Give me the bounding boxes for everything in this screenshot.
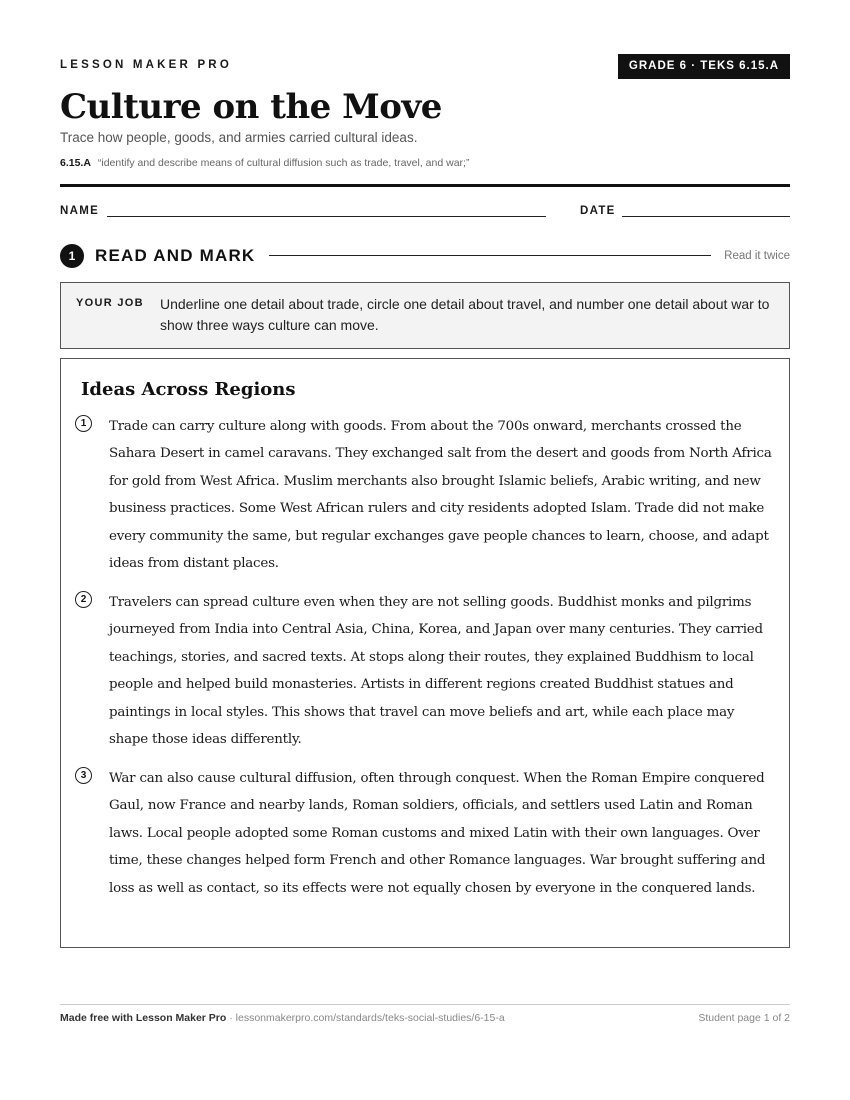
- header-divider: [60, 184, 790, 187]
- paragraph-number: 3: [75, 767, 92, 784]
- grade-badge: GRADE 6 · TEKS 6.15.A: [618, 54, 790, 79]
- section-number: 1: [60, 244, 84, 268]
- reading-passage: [60, 358, 790, 948]
- paragraph-number: 2: [75, 591, 92, 608]
- paragraph-text: Trade can carry culture along with goods. From about the 700s onward, merchants crossed the Sahara Desert in camel caravans. They exchanged salt from the desert and goods from North Africa for gold from West Africa. Muslim merchants also brought Islamic beliefs, Arabic writing, and new business practices. Some West African rulers and city residents adopted Islam. Trade did not make every community the same, but regular exchanges gave people chances to learn, choose, and adapt ideas from distant places.: [109, 419, 772, 572]
- footer-divider: [60, 1004, 790, 1005]
- footer-credit: [60, 1012, 505, 1024]
- paragraph-number: 1: [75, 415, 92, 432]
- paragraph-text: War can also cause cultural diffusion, often through conquest. When the Roman Empire conquered Gaul, now France and nearby lands, Roman soldiers, officials, and settlers used Latin and Roman laws. Local people adopted some Roman customs and mixed Latin with their own languages. Over time, these changes helped form French and other Romance languages. War brought suffering and loss as well as contact, so its effects were not equally chosen by everyone in the conquered lands.: [109, 771, 766, 896]
- job-instructions: Underline one detail about trade, circle one detail about travel, and number one detail about war to show three ways culture can move.: [160, 296, 770, 333]
- section-hint: Read it twice: [724, 250, 790, 262]
- footer-made-by: Made free with Lesson Maker Pro: [60, 1012, 227, 1024]
- name-field[interactable]: [107, 216, 546, 217]
- section-header: [60, 243, 790, 269]
- name-label: NAME: [60, 205, 100, 217]
- page-indicator: Student page 1 of 2: [698, 1012, 790, 1024]
- brand-name: LESSON MAKER PRO: [60, 59, 232, 71]
- passage-title: Ideas Across Regions: [81, 379, 296, 400]
- date-label: DATE: [580, 205, 616, 217]
- job-label: YOUR JOB: [76, 297, 144, 309]
- worksheet-page: [60, 0, 790, 1100]
- footer-separator: ·: [226, 1012, 236, 1024]
- standard-code: 6.15.A: [60, 157, 91, 169]
- your-job-box: [60, 282, 790, 349]
- page-subtitle: Trace how people, goods, and armies carried cultural ideas.: [60, 130, 418, 145]
- date-field[interactable]: [622, 216, 790, 217]
- section-divider: [269, 255, 711, 256]
- footer-url[interactable]: lessonmakerpro.com/standards/teks-social-studies/6-15-a: [235, 1012, 505, 1024]
- paragraph-text: Travelers can spread culture even when they are not selling goods. Buddhist monks and pilgrims journeyed from India into Central Asia, China, Korea, and Japan over many centuries. They carried teachings, stories, and sacred texts. At stops along their routes, they explained Buddhism to local people and helped build monasteries. Artists in different regions created Buddhist statues and paintings in local styles. This shows that travel can move beliefs and art, while each place may shape those ideas differently.: [109, 595, 763, 748]
- page-title: Culture on the Move: [60, 87, 442, 127]
- standard-text: “identify and describe means of cultural diffusion such as trade, travel, and war;”: [97, 157, 470, 169]
- section-title: READ AND MARK: [95, 246, 256, 265]
- standard-line: [60, 157, 469, 169]
